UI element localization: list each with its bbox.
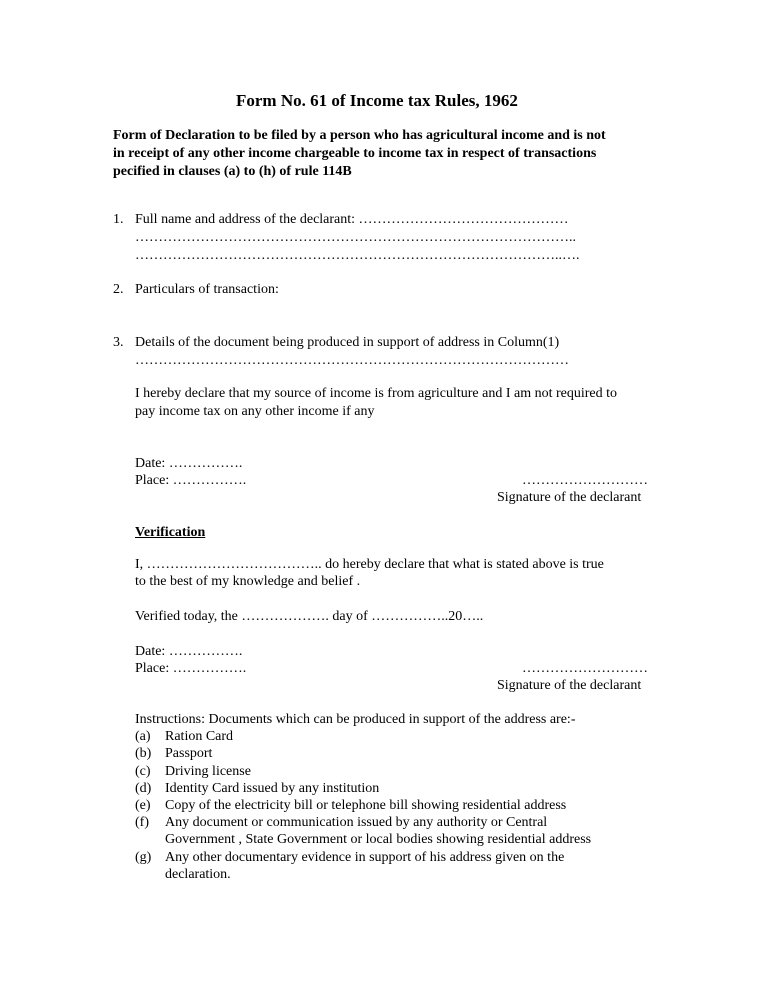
- item-2-number: 2.: [113, 282, 124, 297]
- date-field-1: Date: …………….: [135, 456, 243, 471]
- instruction-item-e: [135, 797, 566, 814]
- subtitle-line-2: in receipt of any other income chargeable to income tax in respect of transactions: [113, 146, 597, 161]
- instruction-item-a: [135, 728, 233, 745]
- instruction-label: (e): [135, 798, 151, 813]
- instruction-text: Any other documentary evidence in support of his address given on the: [165, 850, 565, 865]
- place-field-2: Place: …………….: [135, 661, 247, 676]
- instruction-text: Copy of the electricity bill or telephone bill showing residential address: [165, 798, 567, 813]
- item-1-dotted-line-2: …………………………………………………………………………………..: [135, 230, 576, 245]
- date-field-2: Date: …………….: [135, 644, 243, 659]
- declaration-line-2: pay income tax on any other income if any: [135, 404, 375, 419]
- item-1-text: Full name and address of the declarant: ………………………………………: [135, 212, 569, 227]
- signature-dots-2: ………………………: [522, 661, 648, 676]
- place-field-1: Place: …………….: [135, 473, 247, 488]
- signature-label-2: Signature of the declarant: [497, 678, 642, 693]
- declaration-line-1: I hereby declare that my source of income is from agriculture and I am not required to: [135, 386, 618, 401]
- instruction-item-c: [135, 763, 251, 780]
- instruction-item-b: [135, 745, 212, 762]
- item-1-number: 1.: [113, 212, 124, 227]
- signature-label-1: Signature of the declarant: [497, 490, 642, 505]
- instruction-text: Passport: [165, 746, 213, 761]
- verification-heading: Verification: [135, 525, 206, 540]
- item-1-dotted-line-3: ………………………………………………………………………………..….: [135, 248, 580, 263]
- instruction-text: Identity Card issued by any institution: [165, 781, 380, 796]
- instructions-heading: Instructions: Documents which can be produced in support of the address are:-: [135, 712, 576, 727]
- instruction-item-g: [135, 849, 564, 866]
- signature-dots-1: ………………………: [522, 473, 648, 488]
- instruction-text: Any document or communication issued by any authority or Central: [165, 815, 548, 830]
- verification-line-2: to the best of my knowledge and belief .: [135, 574, 361, 589]
- instruction-text: Ration Card: [165, 729, 234, 744]
- instruction-text: Driving license: [165, 764, 251, 779]
- instruction-label: (b): [135, 746, 152, 761]
- instruction-label: (g): [135, 850, 152, 865]
- verification-line-1: I, ……………………………….. do hereby declare that what is stated above is true: [135, 557, 604, 572]
- item-3-dotted-line-2: …………………………………………………………………………………: [135, 353, 569, 368]
- item-2-text: Particulars of transaction:: [135, 282, 279, 297]
- subtitle-line-3: pecified in clauses (a) to (h) of rule 114B: [113, 164, 352, 179]
- instruction-item-g-continued: declaration.: [165, 867, 231, 882]
- subtitle-line-1: Form of Declaration to be filed by a person who has agricultural income and is not: [113, 128, 606, 143]
- verified-date-line: Verified today, the ………………. day of ……………..20…..: [135, 609, 484, 624]
- instruction-item-f-continued: Government , State Government or local bodies showing residential address: [165, 832, 592, 847]
- instruction-label: (d): [135, 781, 152, 796]
- instruction-label: (a): [135, 729, 151, 744]
- item-3-text: Details of the document being produced in support of address in Column(1): [135, 335, 560, 350]
- item-3-number: 3.: [113, 335, 124, 350]
- instruction-label: (c): [135, 764, 151, 779]
- instruction-item-f: [135, 814, 547, 831]
- instruction-item-d: [135, 780, 379, 797]
- page-title: Form No. 61 of Income tax Rules, 1962: [236, 91, 518, 110]
- instruction-label: (f): [135, 815, 149, 830]
